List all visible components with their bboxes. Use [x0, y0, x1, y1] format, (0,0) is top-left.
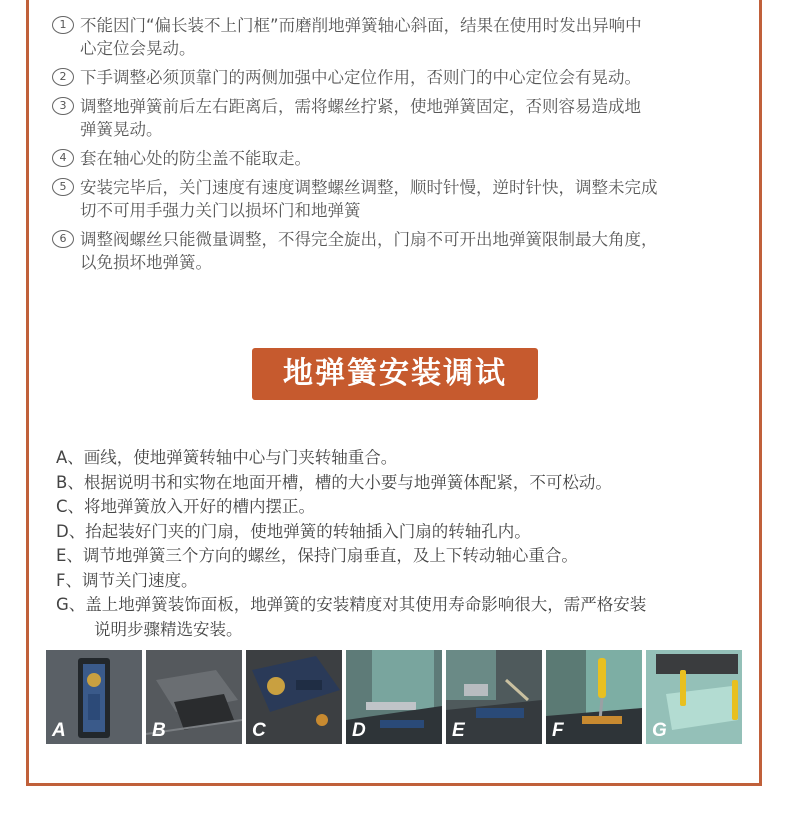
note-continuation: 切不可用手强力关门以损坏门和地弹簧	[80, 201, 361, 220]
note-text: 调整阀螺丝只能微量调整，不得完全旋出，门扇不可开出地弹簧限制最大角度，	[80, 230, 658, 249]
circled-number: 6	[52, 230, 74, 248]
note-item	[52, 147, 752, 170]
note-continuation: 以免损坏地弹簧。	[80, 253, 212, 272]
circled-number: 3	[52, 97, 74, 115]
step-item: E、调节地弹簧三个方向的螺丝，保持门扇垂直，及上下转动轴心重合。	[56, 546, 578, 565]
step-item: D、抬起装好门夹的门扇，使地弹簧的转轴插入门扇的转轴孔内。	[56, 521, 531, 541]
notes-list	[52, 14, 752, 280]
photo-label: B	[152, 720, 166, 741]
steps-list	[56, 446, 756, 642]
note-item	[52, 95, 752, 141]
photo-label: G	[652, 720, 667, 741]
step-item: C、将地弹簧放入开好的槽内摆正。	[56, 497, 316, 516]
step-item: A、画线，使地弹簧转轴中心与门夹转轴重合。	[56, 448, 398, 467]
photo-label: F	[552, 720, 564, 741]
photo-step-d	[346, 650, 442, 744]
photo-step-g	[646, 650, 742, 744]
circled-number: 4	[52, 149, 74, 167]
note-text: 安装完毕后，关门速度有速度调整螺丝调整，顺时针慢，逆时针快，调整未完成	[80, 178, 658, 197]
step-text: G、盖上地弹簧装饰面板，地弹簧的安装精度对其使用寿命影响很大，需严格安装	[56, 595, 647, 614]
photo-label: C	[252, 720, 266, 741]
note-item	[52, 176, 752, 222]
note-item	[52, 66, 752, 89]
circled-number: 5	[52, 178, 74, 196]
photo-step-c	[246, 650, 342, 744]
photo-step-a	[46, 650, 142, 744]
note-text: 不能因门“偏长装不上门框”而磨削地弹簧轴心斜面，结果在使用时发出异响中	[80, 16, 642, 35]
note-continuation: 心定位会晃动。	[80, 39, 196, 58]
step-continuation: 说明步骤精选安装。	[94, 619, 243, 639]
photo-label: A	[52, 720, 66, 741]
step-item: B、根据说明书和实物在地面开槽，槽的大小要与地弹簧体配紧，不可松动。	[56, 472, 612, 492]
step-item	[56, 593, 756, 642]
photo-step-b	[146, 650, 242, 744]
note-item	[52, 14, 752, 60]
note-text: 套在轴心处的防尘盖不能取走。	[80, 149, 311, 168]
circled-number: 1	[52, 16, 74, 34]
photo-step-e	[446, 650, 542, 744]
note-text: 下手调整必须顶靠门的两侧加强中心定位作用，否则门的中心定位会有晃动。	[80, 68, 641, 87]
section-title-banner: 地弹簧安装调试	[252, 348, 538, 400]
photo-label: E	[452, 720, 465, 741]
step-item: F、调节关门速度。	[56, 570, 198, 590]
note-continuation: 弹簧晃动。	[80, 120, 163, 139]
note-item	[52, 228, 752, 274]
note-text: 调整地弹簧前后左右距离后，需将螺丝拧紧，使地弹簧固定，否则容易造成地	[80, 97, 641, 116]
photo-step-f	[546, 650, 642, 744]
circled-number: 2	[52, 68, 74, 86]
installation-photo-strip	[46, 650, 742, 744]
photo-label: D	[352, 720, 366, 741]
